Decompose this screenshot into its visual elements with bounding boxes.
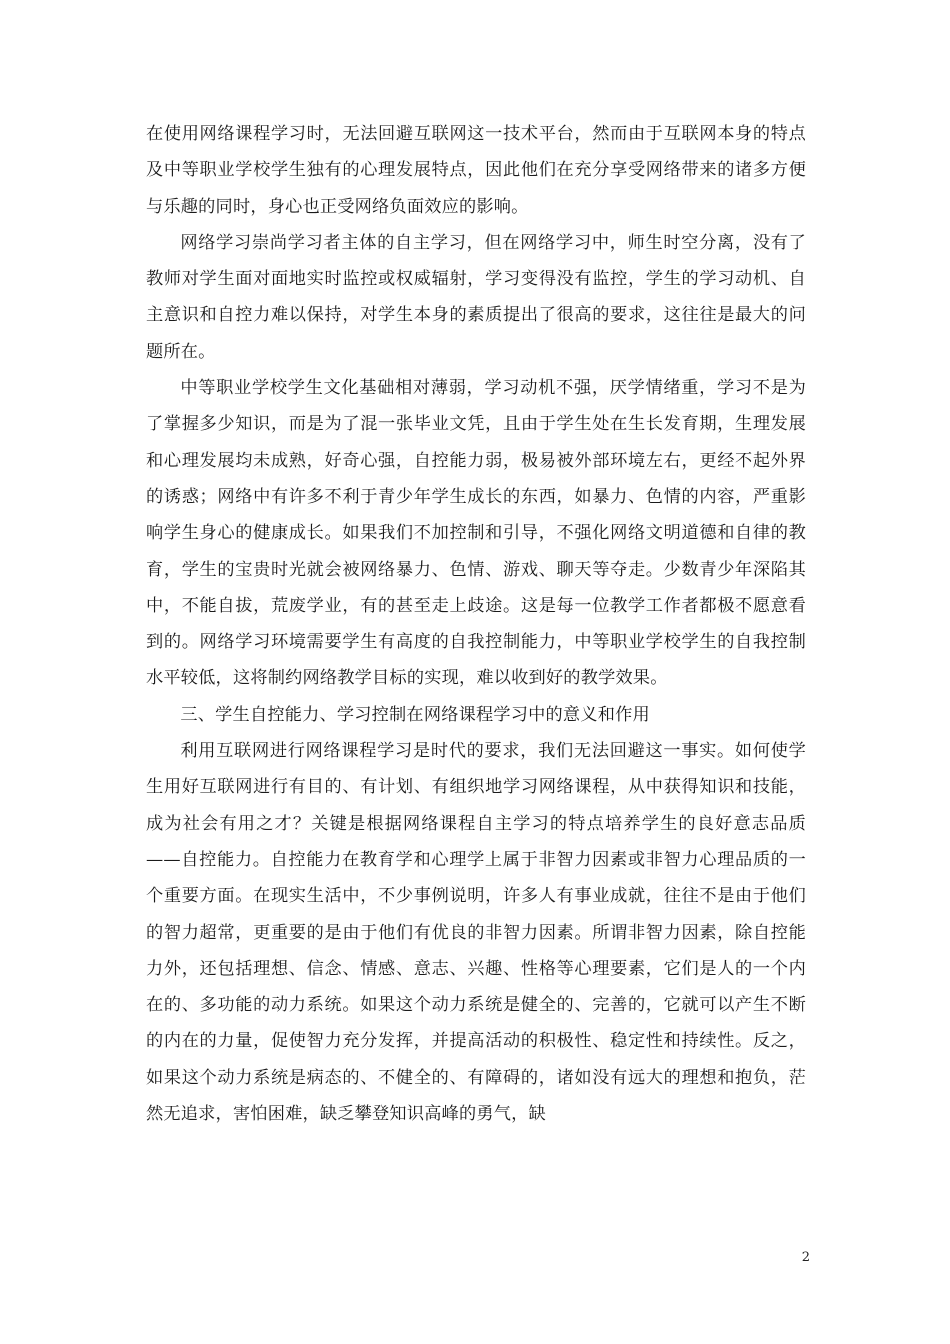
paragraph-self-directed-learning: 网络学习崇尚学习者主体的自主学习，但在网络学习中，师生时空分离，没有了教师对学生面对面地实时监控或权威辐射，学习变得没有监控，学生的学习动机、自主意识和自控力难以保持，对学生本身的素质提出了很高的要求，这往往是最大的问题所在。 <box>146 232 806 362</box>
section-heading-3: 三、学生自控能力、学习控制在网络课程学习中的意义和作用 <box>180 704 650 725</box>
paragraph-self-control-significance: 利用互联网进行网络课程学习是时代的要求，我们无法回避这一事实。如何使学生用好互联网进行有目的、有计划、有组织地学习网络课程，从中获得知识和技能，成为社会有用之才？关键是根据网络课程自主学习的特点培养学生的良好意志品质——自控能力。自控能力在教育学和心理学上属于非智力因素或非智力心理品质的一个重要方面。在现实生活中，不少事例说明，许多人有事业成就，往往不是由于他们的智力超常，更重要的是由于他们有优良的非智力因素。所谓非智力因素，除自控能力外，还包括理想、信念、情感、意志、兴趣、性格等心理要素，它们是人的一个内在的、多功能的动力系统。如果这个动力系统是健全的、完善的，它就可以产生不断的内在的力量，促使智力充分发挥，并提高活动的积极性、稳定性和持续性。反之，如果这个动力系统是病态的、不健全的、有障碍的，诸如没有远大的理想和抱负，茫然无追求，害怕困难，缺乏攀登知识高峰的勇气，缺 <box>146 741 806 1125</box>
paragraph-vocational-students: 中等职业学校学生文化基础相对薄弱，学习动机不强，厌学情绪重，学习不是为了掌握多少知识，而是为了混一张毕业文凭，且由于学生处在生长发育期，生理发展和心理发展均未成熟，好奇心强，自控能力弱，极易被外部环境左右，更经不起外界的诱惑；网络中有许多不利于青少年学生成长的东西，如暴力、色情的内容，严重影响学生身心的健康成长。如果我们不加控制和引导，不强化网络文明道德和自律的教育，学生的宝贵时光就会被网络暴力、色情、游戏、聊天等夺走。少数青少年深陷其中，不能自拔，荒废学业，有的甚至走上歧途。这是每一位教学工作者都极不愿意看到的。网络学习环境需要学生有高度的自我控制能力，中等职业学校学生的自我控制水平较低，这将制约网络教学目标的实现，难以收到好的教学效果。 <box>146 378 806 689</box>
paragraph-continuation: 在使用网络课程学习时，无法回避互联网这一技术平台，然而由于互联网本身的特点及中等职业学校学生独有的心理发展特点，因此他们在充分享受网络带来的诸多方便与乐趣的同时，身心也正受网络负面效应的影响。 <box>146 124 806 217</box>
body-text <box>146 116 806 1132</box>
page-number: 2 <box>801 1250 810 1265</box>
